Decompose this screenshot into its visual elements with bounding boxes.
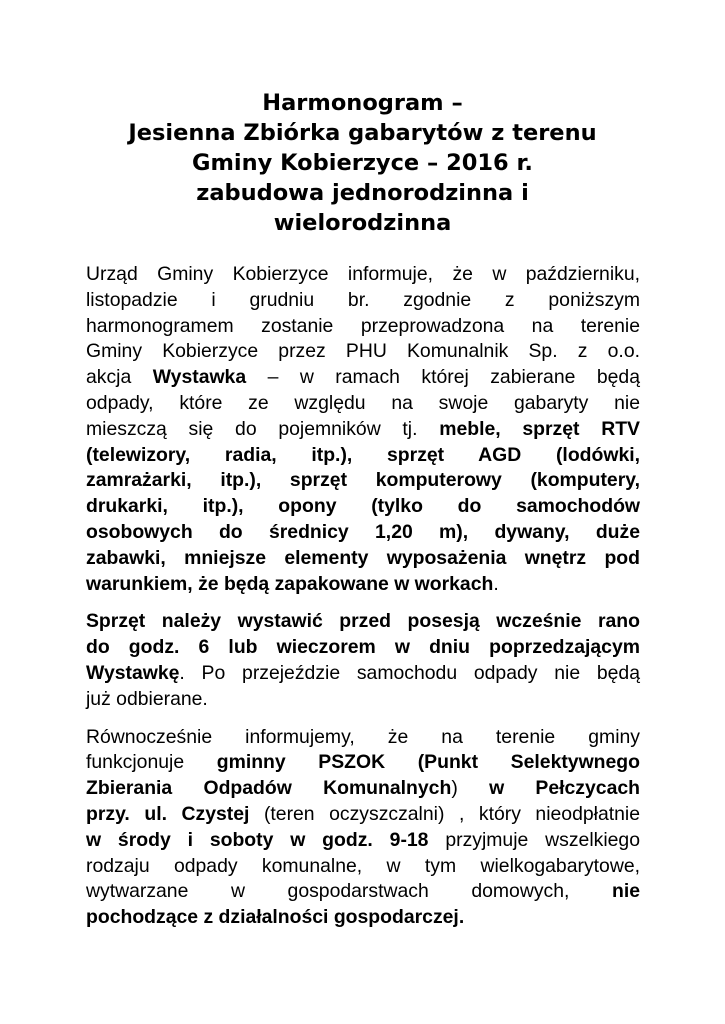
document-title [60,88,665,238]
text-line [86,572,640,598]
text-segment: Gminy Kobierzyce przez PHU Komunalnik Sp. z o.o. [86,340,640,363]
text-line [86,828,640,854]
text-line [86,687,640,713]
text-segment: wytwarzane w gospodarstwach domowych, [86,880,612,903]
text-line [86,750,640,776]
bold-text: (telewizory, radia, itp.), sprzęt AGD (lodówki, [86,443,640,466]
title-line: Harmonogram – [262,90,463,116]
text-segment: rodzaju odpady komunalne, w tym wielkogabarytowe, [86,854,640,877]
text-segment: akcja [86,366,153,389]
text-segment: – w ramach której zabierane będą [246,366,640,389]
text-segment: już odbierane. [86,687,208,710]
text-line [86,391,640,417]
paragraph [86,262,640,597]
text-segment: przyjmuje wszelkiego [428,828,640,851]
text-line [86,879,640,905]
bold-text: osobowych do średnicy 1,20 m), dywany, duże [86,520,640,543]
bold-text: nie [611,880,640,903]
text-segment: . [493,572,499,595]
text-line [86,661,640,687]
text-segment: . Po przejeździe samochodu odpady nie będą [179,661,640,684]
text-line [86,854,640,880]
text-line [86,609,640,635]
text-segment: funkcjonuje [86,751,217,774]
text-line [86,314,640,340]
bold-text: w środy i soboty w godz. 9-18 [86,828,429,851]
title-line: Jesienna Zbiórka gabarytów z terenu [128,120,597,146]
text-segment: ) [451,777,490,800]
text-line [86,546,640,572]
text-segment: (teren oczyszczalni) , który nieodpłatnie [249,802,641,825]
text-line [86,262,640,288]
text-line [86,339,640,365]
text-line [86,635,640,661]
bold-text: Wystawka [152,366,247,389]
bold-text: zamrażarki, itp.), sprzęt komputerowy (komputery, [86,469,640,492]
text-line [86,288,640,314]
text-line [86,468,640,494]
text-line [86,494,640,520]
paragraph [86,725,640,931]
bold-text: pochodzące z działalności gospodarczej. [86,906,465,929]
paragraph [86,609,640,712]
bold-text: Sprzęt należy wystawić przed posesją wcześnie rano [86,610,640,633]
bold-text: drukarki, itp.), opony (tylko do samochodów [86,495,640,518]
text-segment: mieszczą się do pojemników tj. [86,417,440,440]
text-line [86,802,640,828]
text-line [86,776,640,802]
text-line [86,905,640,931]
text-segment: harmonogramem zostanie przeprowadzona na terenie [86,314,640,337]
bold-text: warunkiem, że będą zapakowane w workach [86,572,494,595]
text-line [86,417,640,443]
text-segment: Równocześnie informujemy, że na terenie gminy [86,725,640,748]
title-line: zabudowa jednorodzinna i [196,180,529,206]
bold-text: w Pełczycach [489,777,640,800]
bold-text: do godz. 6 lub wieczorem w dniu poprzedzającym [86,636,640,659]
text-segment: listopadzie i grudniu br. zgodnie z poniższym [86,288,640,311]
bold-text: Zbierania Odpadów Komunalnych [86,777,452,800]
text-line [86,443,640,469]
title-line: Gminy Kobierzyce – 2016 r. [192,150,533,176]
text-segment: Urząd Gminy Kobierzyce informuje, że w październiku, [86,263,640,285]
bold-text: gminny PSZOK (Punkt Selektywnego [216,751,640,774]
text-segment: odpady, które ze względu na swoje gabaryty nie [86,391,640,414]
text-line [86,365,640,391]
text-line [86,520,640,546]
bold-text: Wystawkę [86,661,180,684]
bold-text: przy. ul. Czystej [86,802,250,825]
text-line [86,725,640,751]
bold-text: meble, sprzęt RTV [439,417,640,440]
bold-text: zabawki, mniejsze elementy wyposażenia wnętrz pod [86,546,640,569]
title-line: wielorodzinna [273,210,452,236]
document-body [86,262,640,943]
